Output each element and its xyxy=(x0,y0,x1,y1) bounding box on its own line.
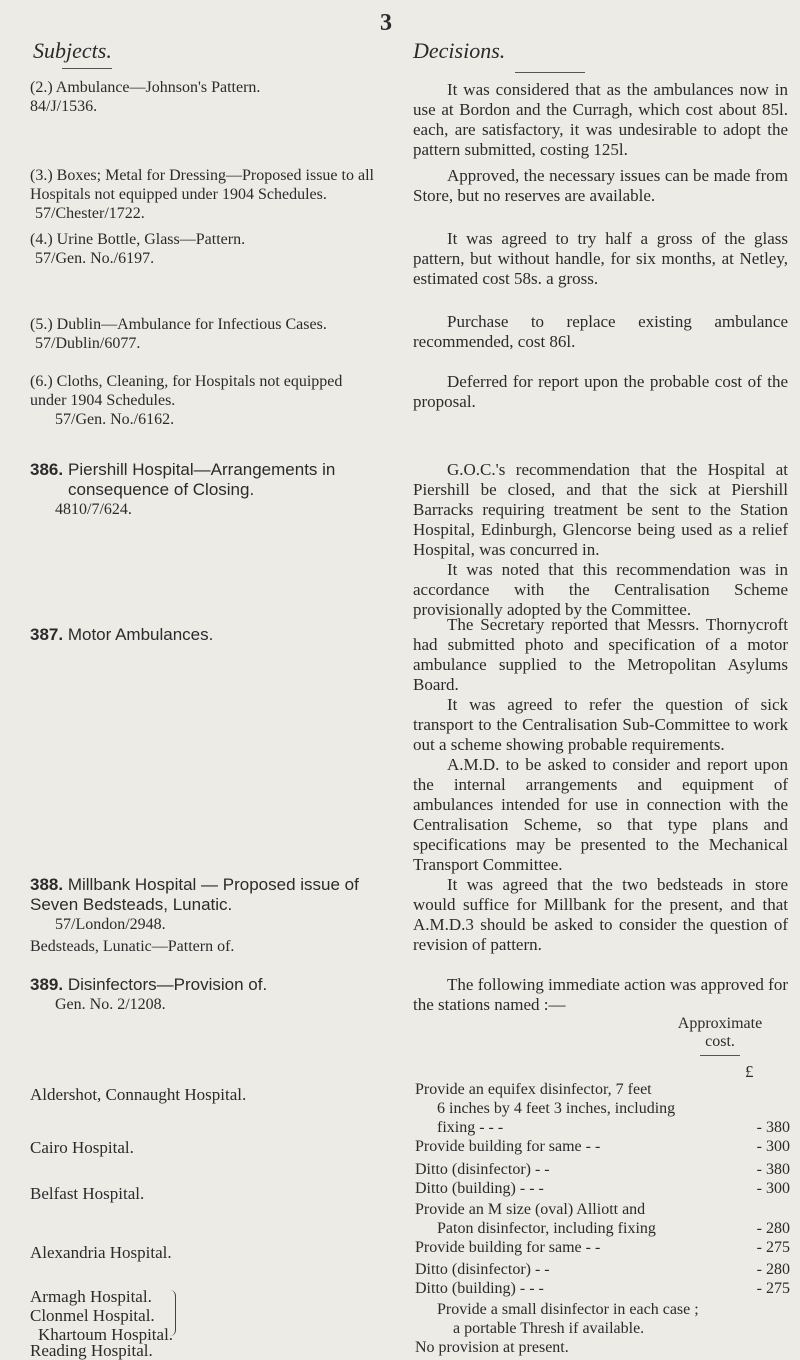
currency-unit: £ xyxy=(745,1062,754,1081)
subject-reference: 57/Dublin/6077. xyxy=(35,335,141,352)
item-number: 389. xyxy=(30,975,64,994)
subject-millbank xyxy=(30,875,375,956)
cost-header-line2: cost. xyxy=(705,1033,735,1050)
subject-title: Millbank Hospital — Proposed issue of Seven Bedsteads, Lunatic. xyxy=(30,875,359,914)
decision-dublin-ambulance xyxy=(413,312,788,352)
provision-amount: - 275 xyxy=(756,1280,790,1297)
subject-cleaning-cloths xyxy=(30,372,375,429)
subject-title: (4.) Urine Bottle, Glass—Pattern. xyxy=(30,231,246,248)
item-number: 386. xyxy=(30,460,64,479)
subjects-header: Subjects. xyxy=(33,38,112,63)
provision-label: Provide an M size (oval) Alliott and xyxy=(415,1201,646,1218)
provision-row xyxy=(415,1179,790,1198)
subject-reference: 4810/7/624. xyxy=(55,501,132,518)
item-number: 387. xyxy=(30,625,64,644)
decision-motor-ambulances xyxy=(413,615,788,875)
provision-amount: - 300 xyxy=(756,1138,790,1155)
provisions-cairo xyxy=(415,1160,790,1198)
decision-paragraph: It was noted that this recommendation was in accordance with the Centralisation Scheme provisionally adopted by the Committee. xyxy=(413,560,788,619)
decisions-header-rule xyxy=(515,72,585,73)
decision-paragraph: The Secretary reported that Messrs. Thornycroft had submitted photo and specification of a motor ambulance supplied to the Metropolitan Asylums Board. xyxy=(413,615,788,694)
provision-row xyxy=(415,1080,790,1099)
provision-row xyxy=(415,1160,790,1179)
provision-label: Provide building for same - - xyxy=(415,1138,601,1155)
subject-title: (5.) Dublin—Ambulance for Infectious Cases. xyxy=(30,316,327,333)
hospital-khartoum: Khartoum Hospital. xyxy=(38,1325,174,1344)
cost-header-line1: Approximate xyxy=(677,1015,763,1032)
hospital-clonmel: Clonmel Hospital. xyxy=(30,1306,155,1325)
provision-amount: - 380 xyxy=(756,1119,790,1136)
provision-label: Provide an equifex disinfector, 7 feet xyxy=(415,1081,652,1098)
provision-row xyxy=(415,1099,790,1118)
provision-label: fixing - - - xyxy=(437,1119,504,1136)
subject-reference: 57/London/2948. xyxy=(55,916,166,933)
decision-piershill xyxy=(413,460,788,620)
subject-subtitle: Bedsteads, Lunatic—Pattern of. xyxy=(30,938,235,955)
subject-reference: 57/Gen. No./6162. xyxy=(55,411,175,428)
decision-paragraph: It was considered that as the ambulances now in use at Bordon and the Curragh, which cost about 85l. each, are satisfactory, it was undesirable to adopt the pattern submitted, costing 125l. xyxy=(413,80,788,159)
decision-paragraph: It was agreed that the two bedsteads in store would suffice for Millbank for the present, and that A.M.D.3 should be asked to consider the question of revision of pattern. xyxy=(413,875,788,954)
hospital-alexandria: Alexandria Hospital. xyxy=(30,1243,172,1262)
provision-row xyxy=(415,1137,790,1156)
item-number: 388. xyxy=(30,875,64,894)
provision-amount: - 280 xyxy=(756,1261,790,1278)
decision-millbank xyxy=(413,875,788,955)
provision-amount: - 275 xyxy=(756,1239,790,1256)
subject-urine-bottle xyxy=(30,230,375,268)
provisions-small-group xyxy=(437,1300,800,1338)
subject-reference: 57/Gen. No./6197. xyxy=(35,250,155,267)
decision-paragraph: It was agreed to refer the question of sick transport to the Centralisation Sub-Committee to work out a scheme showing probable requirements. xyxy=(413,695,788,754)
provision-note: Provide a small disinfector in each case ; xyxy=(437,1301,699,1318)
subject-ambulance-johnson xyxy=(30,78,375,116)
decision-paragraph: G.O.C.'s recommendation that the Hospital at Piershill be closed, and that the sick at Piershill Barracks requiring treatment be sent to the Station Hospital, Edinburgh, Glencorse being used as a relief Hospital, was concurred in. xyxy=(413,460,788,559)
decision-paragraph: Approved, the necessary issues can be made from Store, but no reserves are available. xyxy=(413,166,788,205)
subject-title: (2.) Ambulance—Johnson's Pattern. xyxy=(30,79,261,96)
subject-disinfectors xyxy=(30,975,375,1014)
subject-metal-boxes xyxy=(30,166,375,223)
subject-title: Disinfectors—Provision of. xyxy=(67,975,268,994)
hospital-reading: Reading Hospital. xyxy=(30,1341,153,1360)
provision-row xyxy=(415,1118,790,1137)
decision-paragraph: Deferred for report upon the probable cost of the proposal. xyxy=(413,372,788,411)
decision-urine-bottle xyxy=(413,229,788,289)
provision-label: 6 inches by 4 feet 3 inches, including xyxy=(437,1100,676,1117)
subject-dublin-ambulance xyxy=(30,315,375,353)
hospital-cairo: Cairo Hospital. xyxy=(30,1138,134,1157)
provision-row xyxy=(415,1238,790,1257)
subject-title: (6.) Cloths, Cleaning, for Hospitals not equipped under 1904 Schedules. xyxy=(30,373,343,409)
provision-note: a portable Thresh if available. xyxy=(453,1320,645,1337)
hospital-aldershot: Aldershot, Connaught Hospital. xyxy=(30,1085,247,1104)
decision-paragraph: Purchase to replace existing ambulance recommended, cost 86l. xyxy=(413,312,788,351)
provisions-alexandria xyxy=(415,1260,790,1298)
provision-label: Ditto (building) - - - xyxy=(415,1180,544,1197)
decision-paragraph: It was agreed to try half a gross of the glass pattern, but without handle, for six months, at Netley, estimated cost 58s. a gross. xyxy=(413,229,788,288)
subject-reference: Gen. No. 2/1208. xyxy=(55,996,166,1013)
cost-header-rule xyxy=(700,1055,740,1056)
hospital-group-brace xyxy=(167,1290,176,1336)
provision-row xyxy=(415,1219,790,1238)
cost-header xyxy=(660,1015,780,1051)
provision-reading: No provision at present. xyxy=(415,1339,569,1356)
provisions-aldershot xyxy=(415,1080,790,1156)
hospital-armagh: Armagh Hospital. xyxy=(30,1287,152,1306)
provision-label: Paton disinfector, including fixing xyxy=(437,1220,656,1237)
provision-label: Provide building for same - - xyxy=(415,1239,601,1256)
hospital-belfast: Belfast Hospital. xyxy=(30,1184,145,1203)
provision-label: Ditto (building) - - - xyxy=(415,1280,544,1297)
decision-ambulance-johnson xyxy=(413,80,788,160)
provision-amount: - 380 xyxy=(756,1161,790,1178)
decision-paragraph: A.M.D. to be asked to consider and report upon the internal arrangements and equipment of ambulances intended for use in connection with the Centralisation Scheme, so that type plans and specifications may be presented to the Mechanical Transport Committee. xyxy=(413,755,788,874)
subject-piershill xyxy=(30,460,375,519)
subjects-header-rule xyxy=(62,68,112,69)
decisions-header: Decisions. xyxy=(413,38,506,63)
subject-reference: 84/J/1536. xyxy=(30,98,98,115)
decision-metal-boxes xyxy=(413,166,788,206)
decision-cleaning-cloths xyxy=(413,372,788,412)
provision-amount: - 300 xyxy=(756,1180,790,1197)
subject-title: (3.) Boxes; Metal for Dressing—Proposed issue to all Hospitals not equipped under 1904 Schedules. xyxy=(30,167,374,203)
subject-motor-ambulances xyxy=(30,625,375,645)
page-number: 3 xyxy=(380,10,392,36)
decision-paragraph: The following immediate action was approved for the stations named :— xyxy=(413,975,788,1014)
provisions-belfast xyxy=(415,1200,790,1257)
provision-amount: - 280 xyxy=(756,1220,790,1237)
subject-reference: 57/Chester/1722. xyxy=(35,205,145,222)
subject-title: Motor Ambulances. xyxy=(67,625,214,644)
subject-title: Piershill Hospital—Arrangements in consequence of Closing. xyxy=(68,460,336,499)
provision-label: Ditto (disinfector) - - xyxy=(415,1161,550,1178)
provision-row xyxy=(415,1200,790,1219)
provision-label: Ditto (disinfector) - - xyxy=(415,1261,550,1278)
decision-disinfectors xyxy=(413,975,788,1015)
provision-row xyxy=(415,1279,790,1298)
provision-row xyxy=(415,1260,790,1279)
